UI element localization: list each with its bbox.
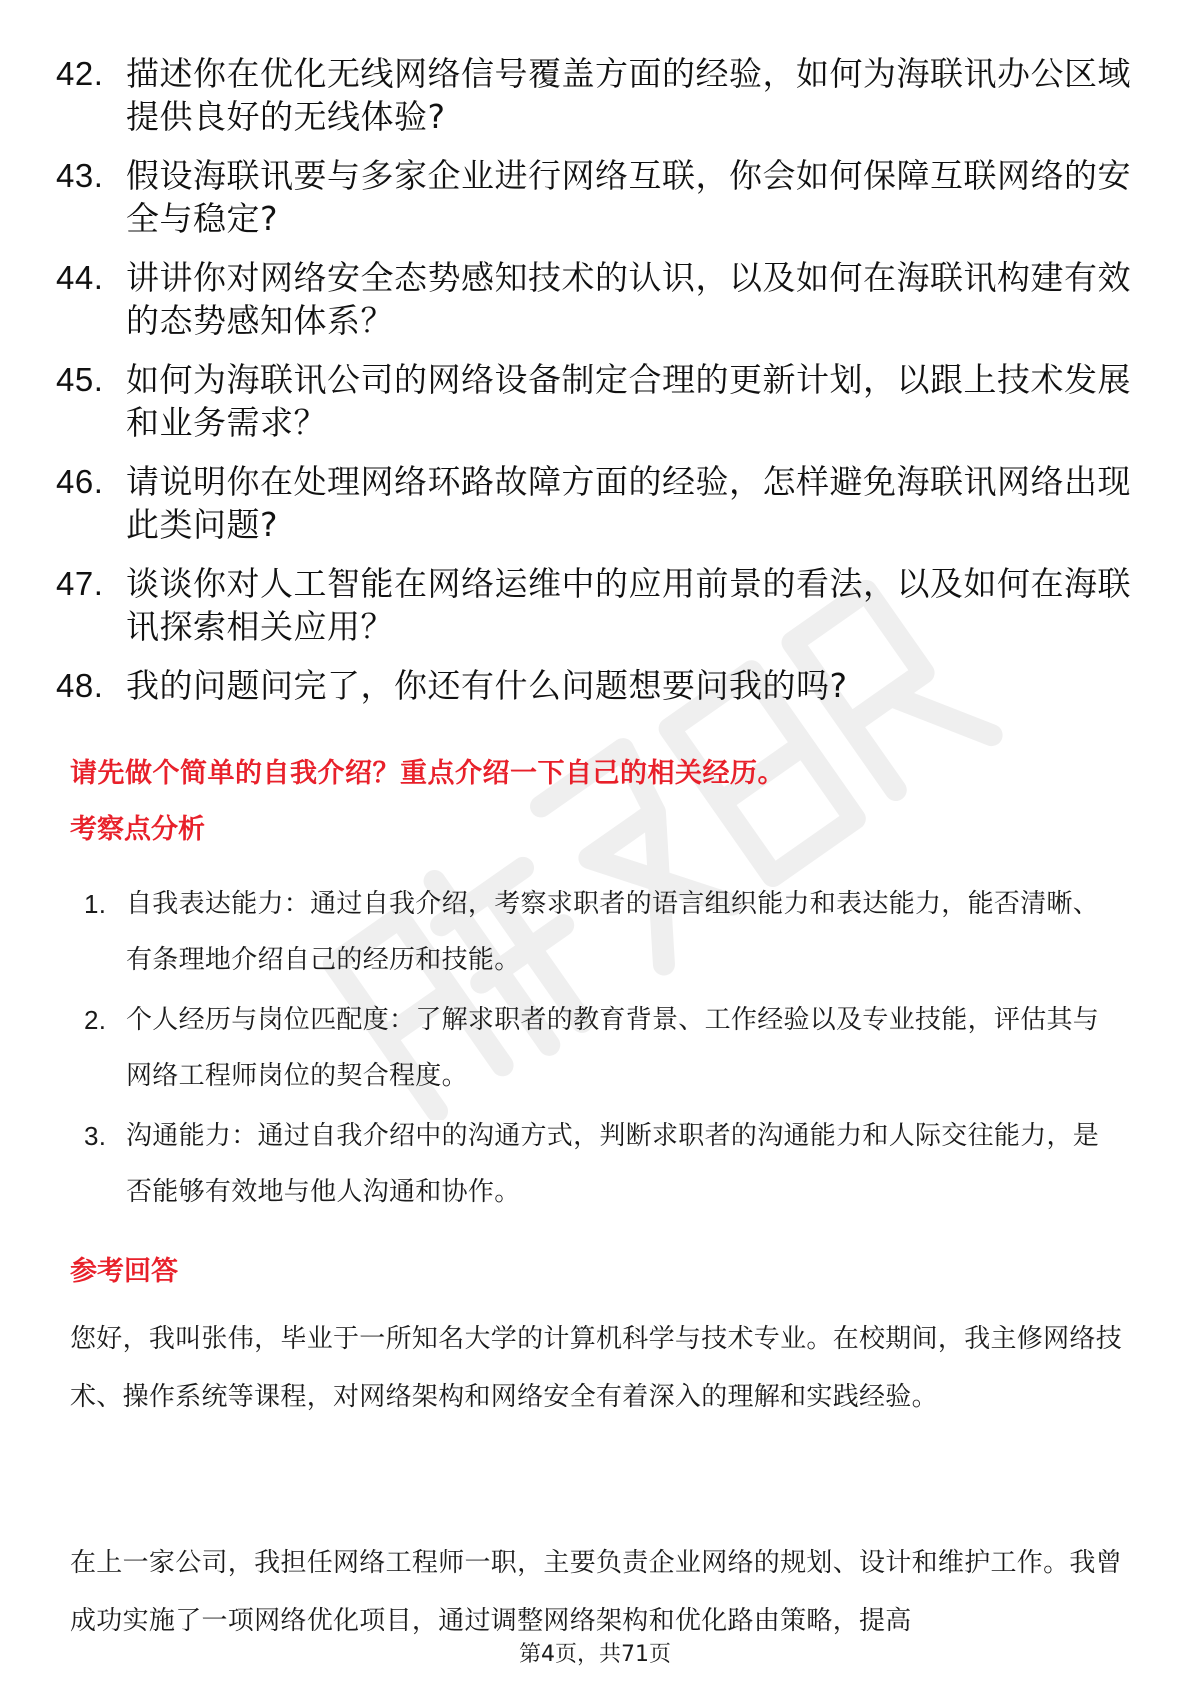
question-text: 如何为海联讯公司的网络设备制定合理的更新计划，以跟上技术发展和业务需求？ bbox=[126, 360, 1131, 442]
question-number: 47. bbox=[56, 565, 104, 602]
question-item bbox=[56, 52, 1136, 138]
question-item bbox=[56, 562, 1136, 648]
question-number: 42. bbox=[56, 55, 104, 92]
question-text: 我的问题问完了，你还有什么问题想要问我的吗? bbox=[126, 666, 848, 705]
question-item bbox=[56, 664, 1136, 707]
analysis-point bbox=[84, 992, 1124, 1104]
question-item bbox=[56, 358, 1136, 444]
analysis-point-number: 2. bbox=[84, 1005, 107, 1035]
question-text: 讲讲你对网络安全态势感知技术的认识，以及如何在海联讯构建有效的态势感知体系？ bbox=[126, 258, 1131, 340]
question-text: 请说明你在处理网络环路故障方面的经验，怎样避免海联讯网络出现此类问题? bbox=[126, 462, 1131, 544]
analysis-heading: 考察点分析 bbox=[70, 814, 205, 845]
analysis-point-text: 自我表达能力：通过自我介绍，考察求职者的语言组织能力和表达能力，能否清晰、有条理地介绍自己的经历和技能。 bbox=[126, 889, 1100, 975]
analysis-point-number: 1. bbox=[84, 889, 107, 919]
question-text: 假设海联讯要与多家企业进行网络互联，你会如何保障互联网络的安全与稳定? bbox=[126, 156, 1131, 238]
analysis-point-number: 3. bbox=[84, 1121, 107, 1151]
main-question-heading: 请先做个简单的自我介绍？重点介绍一下自己的相关经历。 bbox=[70, 758, 785, 789]
analysis-point bbox=[84, 1108, 1124, 1220]
question-number: 46. bbox=[56, 463, 104, 500]
question-item bbox=[56, 154, 1136, 240]
question-list bbox=[56, 52, 1136, 723]
analysis-point-text: 个人经历与岗位匹配度：了解求职者的教育背景、工作经验以及专业技能，评估其与网络工程师岗位的契合程度。 bbox=[126, 1005, 1100, 1091]
answer-paragraph: 您好，我叫张伟，毕业于一所知名大学的计算机科学与技术专业。在校期间，我主修网络技术、操作系统等课程，对网络架构和网络安全有着深入的理解和实践经验。 bbox=[70, 1324, 1123, 1412]
question-text: 谈谈你对人工智能在网络运维中的应用前景的看法，以及如何在海联讯探索相关应用？ bbox=[126, 564, 1131, 646]
question-number: 48. bbox=[56, 667, 104, 704]
answer-paragraph: 在上一家公司，我担任网络工程师一职，主要负责企业网络的规划、设计和维护工作。我曾成功实施了一项网络优化项目，通过调整网络架构和优化路由策略，提高 bbox=[70, 1548, 1123, 1636]
question-item bbox=[56, 256, 1136, 342]
page-footer: 第4页，共71页 bbox=[0, 1640, 1190, 1670]
question-number: 44. bbox=[56, 259, 104, 296]
answer-heading: 参考回答 bbox=[70, 1256, 178, 1287]
question-item bbox=[56, 460, 1136, 546]
analysis-points-list bbox=[84, 876, 1124, 1224]
question-number: 45. bbox=[56, 361, 104, 398]
analysis-point-text: 沟通能力：通过自我介绍中的沟通方式，判断求职者的沟通能力和人际交往能力，是否能够有效地与他人沟通和协作。 bbox=[126, 1121, 1100, 1207]
question-text: 描述你在优化无线网络信号覆盖方面的经验，如何为海联讯办公区域提供良好的无线体验? bbox=[126, 54, 1131, 136]
analysis-point bbox=[84, 876, 1124, 988]
question-number: 43. bbox=[56, 157, 104, 194]
